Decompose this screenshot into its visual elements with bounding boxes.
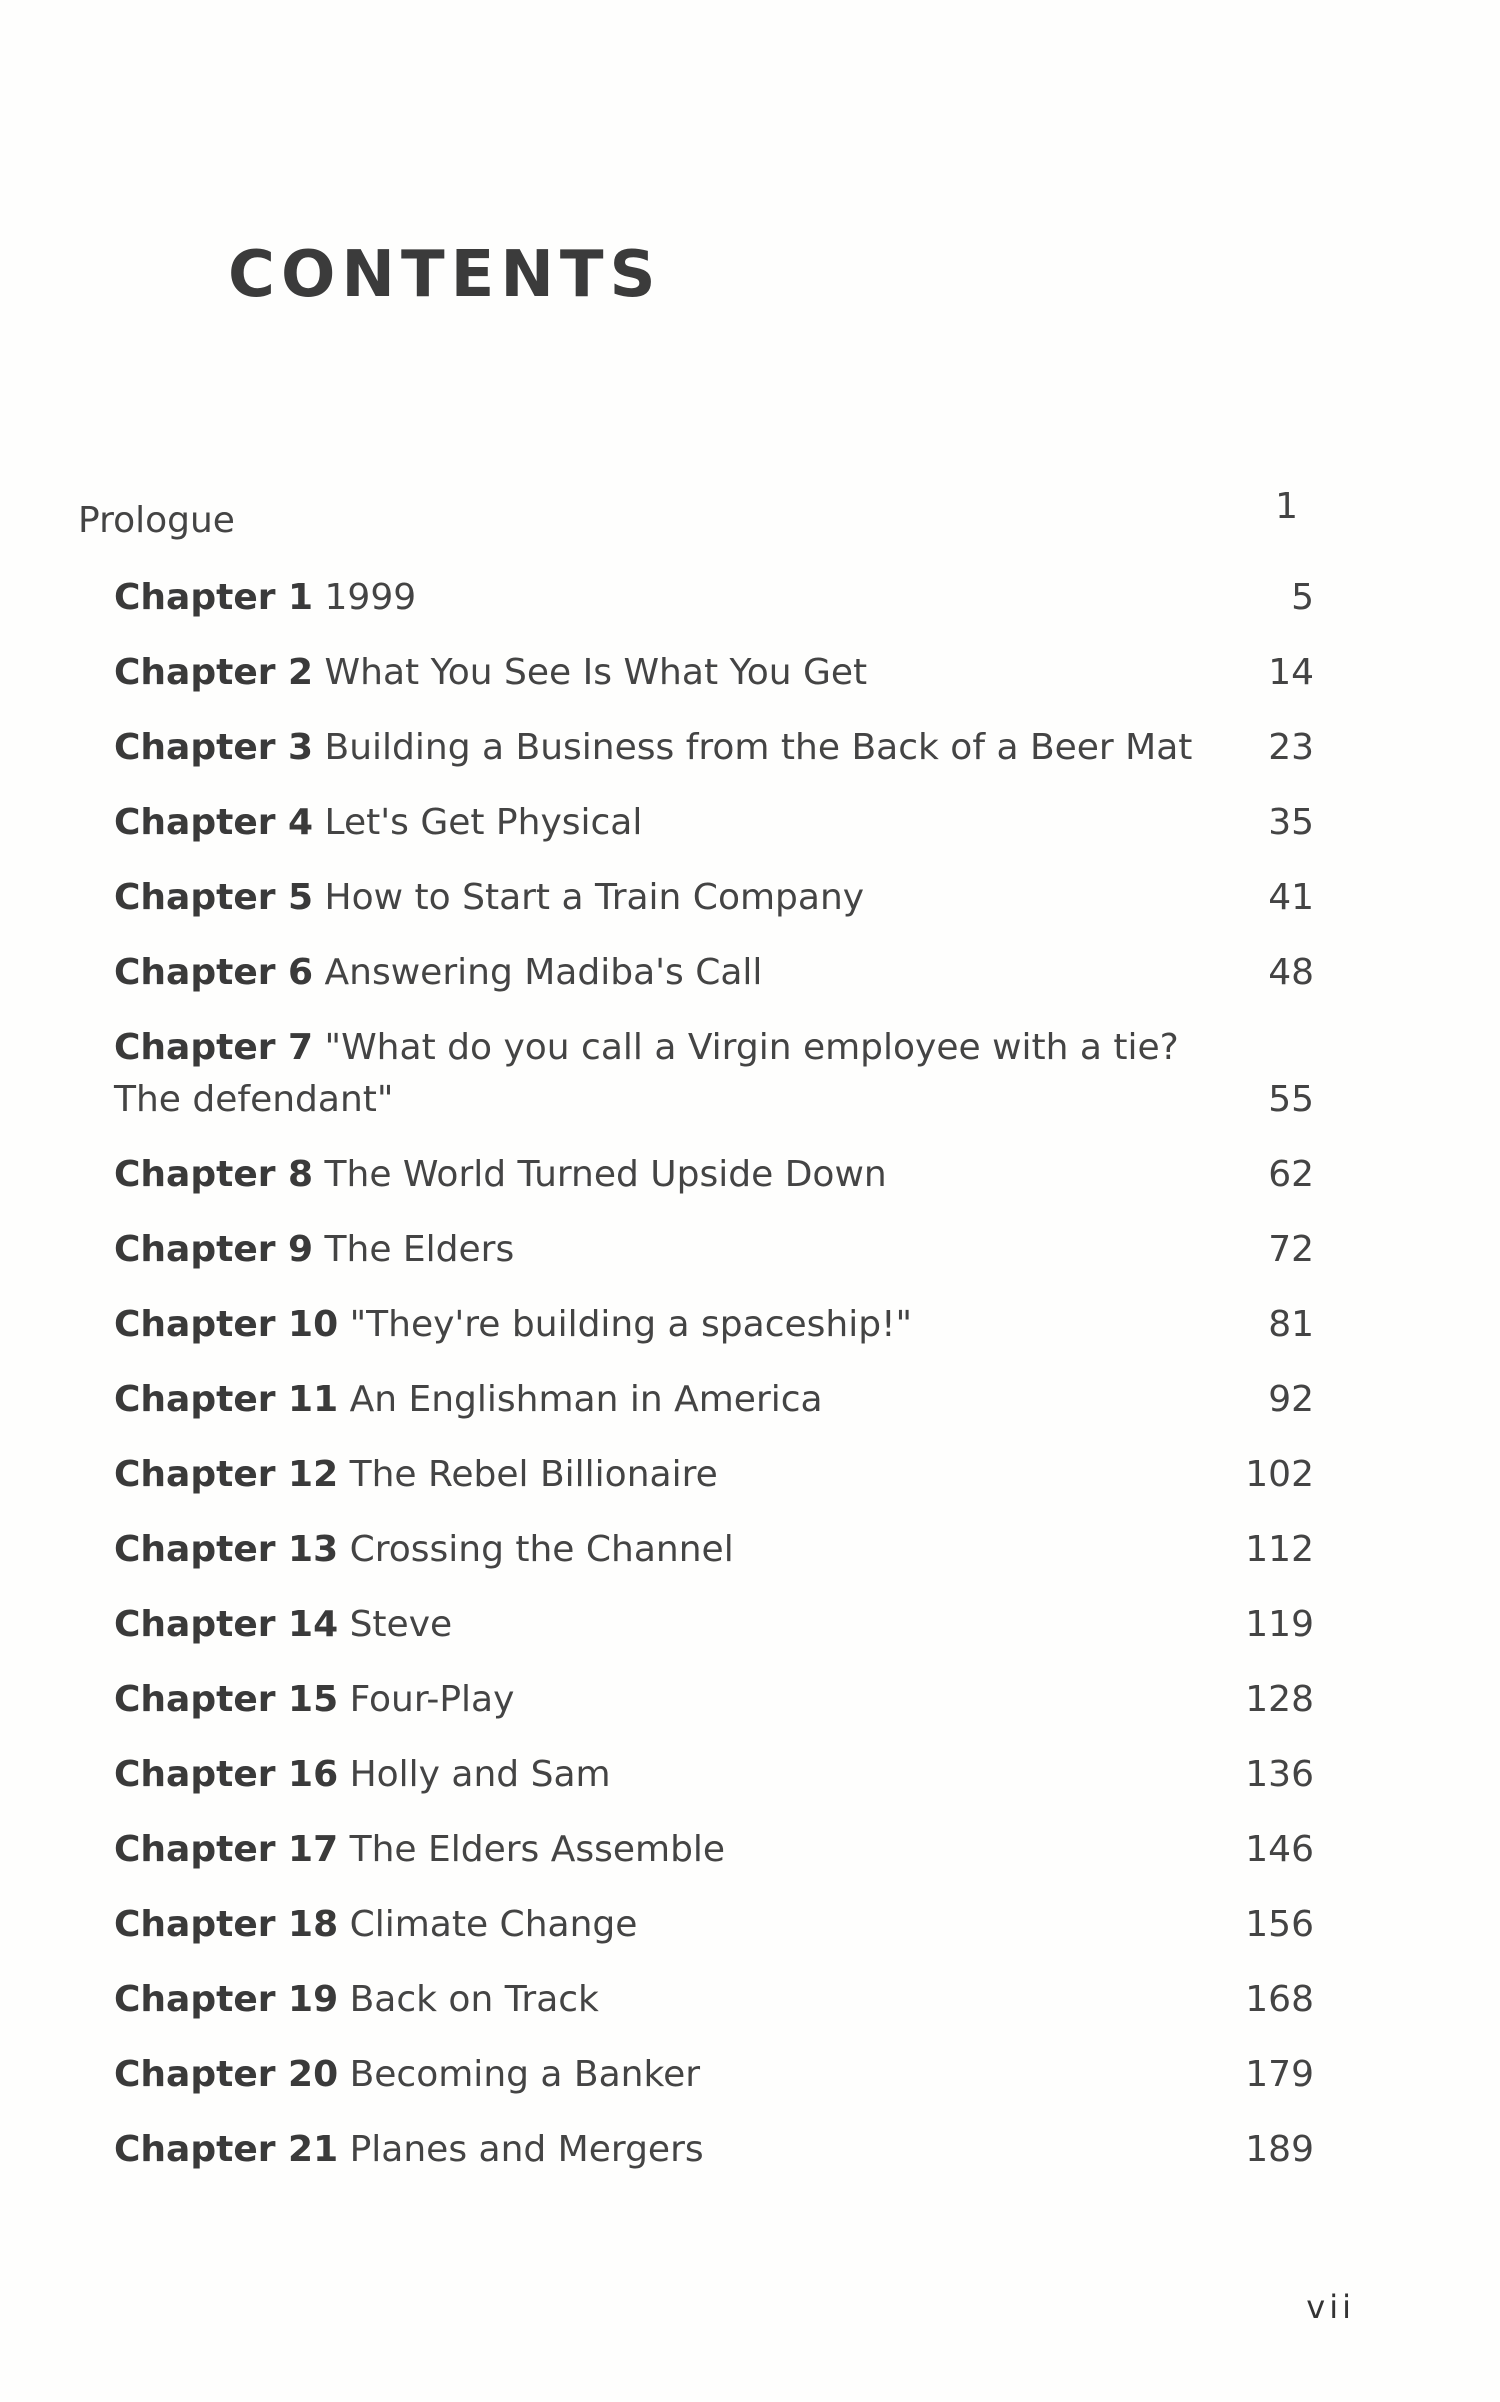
toc-entry [114, 797, 1314, 849]
chapter-page-number: 156 [1245, 1904, 1314, 1945]
chapter-title: How to Start a Train Company [324, 877, 865, 918]
chapter-page-number: 14 [1268, 652, 1314, 693]
chapter-page-number: 119 [1245, 1604, 1314, 1645]
toc-entry [114, 2124, 1314, 2176]
chapter-page-number: 81 [1268, 1304, 1314, 1345]
prologue-label: Prologue [78, 500, 235, 541]
chapter-label: Chapter 5 [114, 877, 314, 918]
table-of-contents [114, 572, 1314, 2199]
toc-entry [114, 1374, 1314, 1426]
chapter-label: Chapter 2 [114, 652, 314, 693]
chapter-label: Chapter 20 [114, 2054, 339, 2095]
chapter-label: Chapter 11 [114, 1379, 339, 1420]
chapter-title: The World Turned Upside Down [324, 1154, 887, 1195]
chapter-page-number: 189 [1245, 2129, 1314, 2170]
page-title: CONTENTS [228, 238, 662, 312]
chapter-title: Back on Track [349, 1979, 599, 2020]
chapter-title: Answering Madiba's Call [324, 952, 763, 993]
prologue-page-number: 1 [1275, 486, 1298, 527]
toc-entry [114, 872, 1314, 924]
toc-entry [114, 1824, 1314, 1876]
chapter-title: The Elders [324, 1229, 515, 1270]
chapter-title: Planes and Mergers [349, 2129, 704, 2170]
chapter-page-number: 136 [1245, 1754, 1314, 1795]
chapter-title: Let's Get Physical [324, 802, 643, 843]
chapter-page-number: 35 [1268, 802, 1314, 843]
chapter-title: "They're building a spaceship!" [349, 1304, 913, 1345]
toc-entry [114, 1524, 1314, 1576]
toc-entry [114, 1224, 1314, 1276]
chapter-label: Chapter 7 [114, 1027, 314, 1068]
toc-entry [114, 1974, 1314, 2026]
chapter-label: Chapter 21 [114, 2129, 339, 2170]
toc-entry [114, 1022, 1314, 1126]
toc-entry [114, 1449, 1314, 1501]
chapter-page-number: 112 [1245, 1529, 1314, 1570]
chapter-label: Chapter 14 [114, 1604, 339, 1645]
chapter-title: 1999 [324, 577, 417, 618]
chapter-label: Chapter 1 [114, 577, 314, 618]
chapter-title: Holly and Sam [349, 1754, 611, 1795]
chapter-label: Chapter 13 [114, 1529, 339, 1570]
chapter-title: Becoming a Banker [349, 2054, 701, 2095]
chapter-label: Chapter 10 [114, 1304, 339, 1345]
chapter-page-number: 128 [1245, 1679, 1314, 1720]
chapter-page-number: 72 [1268, 1229, 1314, 1270]
page-folio: vii [1306, 2288, 1355, 2326]
chapter-page-number: 55 [1268, 1079, 1314, 1120]
chapter-page-number: 102 [1245, 1454, 1314, 1495]
chapter-label: Chapter 16 [114, 1754, 339, 1795]
chapter-page-number: 41 [1268, 877, 1314, 918]
toc-entry [114, 1674, 1314, 1726]
toc-entry [114, 1299, 1314, 1351]
chapter-title: The Rebel Billionaire [349, 1454, 718, 1495]
chapter-page-number: 23 [1268, 727, 1314, 768]
chapter-title: Climate Change [349, 1904, 638, 1945]
chapter-title: Four-Play [349, 1679, 515, 1720]
chapter-title: Building a Business from the Back of a Beer Mat [324, 727, 1193, 768]
chapter-title: What You See Is What You Get [324, 652, 868, 693]
chapter-page-number: 168 [1245, 1979, 1314, 2020]
toc-entry [114, 2049, 1314, 2101]
chapter-label: Chapter 3 [114, 727, 314, 768]
chapter-page-number: 146 [1245, 1829, 1314, 1870]
chapter-page-number: 62 [1268, 1154, 1314, 1195]
chapter-label: Chapter 9 [114, 1229, 314, 1270]
toc-entry [114, 1599, 1314, 1651]
chapter-title: An Englishman in America [349, 1379, 823, 1420]
chapter-label: Chapter 6 [114, 952, 314, 993]
toc-entry [114, 1149, 1314, 1201]
toc-entry [114, 1749, 1314, 1801]
chapter-title: "What do you call a Virgin employee with a tie? The defendant" [114, 1027, 1179, 1120]
chapter-title: Crossing the Channel [349, 1529, 734, 1570]
toc-entry [114, 722, 1314, 774]
chapter-page-number: 92 [1268, 1379, 1314, 1420]
toc-entry [114, 1899, 1314, 1951]
chapter-title: Steve [349, 1604, 453, 1645]
toc-entry [114, 947, 1314, 999]
chapter-label: Chapter 15 [114, 1679, 339, 1720]
chapter-label: Chapter 8 [114, 1154, 314, 1195]
chapter-title: The Elders Assemble [349, 1829, 726, 1870]
chapter-page-number: 179 [1245, 2054, 1314, 2095]
toc-entry [114, 647, 1314, 699]
toc-entry [114, 572, 1314, 624]
chapter-label: Chapter 19 [114, 1979, 339, 2020]
chapter-label: Chapter 17 [114, 1829, 339, 1870]
chapter-page-number: 5 [1291, 577, 1314, 618]
chapter-label: Chapter 18 [114, 1904, 339, 1945]
chapter-page-number: 48 [1268, 952, 1314, 993]
chapter-label: Chapter 12 [114, 1454, 339, 1495]
chapter-label: Chapter 4 [114, 802, 314, 843]
